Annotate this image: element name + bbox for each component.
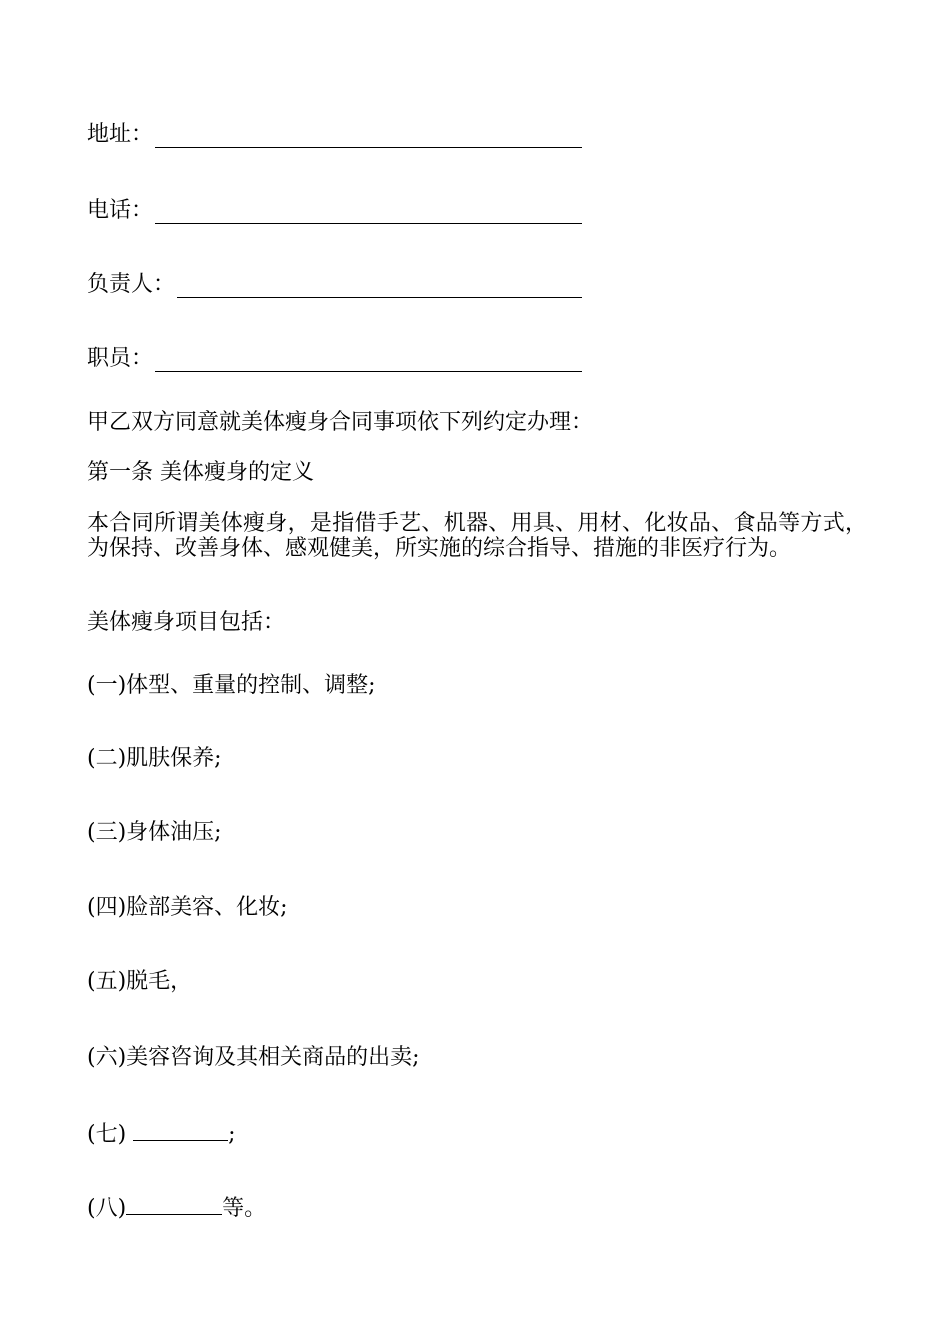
address-row [87, 122, 582, 148]
staff-label: 职员： [87, 346, 154, 371]
item7-blank[interactable] [133, 1120, 228, 1141]
article-title: 第一条 美体瘦身的定义 [87, 460, 314, 485]
item8-blank[interactable] [126, 1194, 222, 1215]
manager-blank[interactable] [177, 277, 582, 298]
list-item: (六)美容咨询及其相关商品的出卖; [87, 1045, 420, 1070]
list-item: (三)身体油压; [87, 820, 222, 845]
list-item: (二)肌肤保养; [87, 746, 222, 771]
items-intro: 美体瘦身项目包括： [87, 610, 286, 635]
staff-blank[interactable] [155, 351, 582, 372]
staff-row [87, 346, 582, 372]
list-item: (一)体型、重量的控制、调整; [87, 673, 376, 698]
item7-suffix: ; [228, 1122, 236, 1147]
phone-blank[interactable] [155, 203, 582, 224]
item8-suffix: 等。 [222, 1196, 267, 1221]
phone-row [87, 198, 582, 224]
item7-prefix: (七) [87, 1122, 134, 1147]
phone-label: 电话： [87, 198, 154, 223]
list-item-8 [87, 1194, 266, 1220]
manager-row [87, 272, 582, 298]
list-item: (四)脸部美容、化妆; [87, 895, 288, 920]
list-item-7 [87, 1120, 236, 1146]
agreement-intro: 甲乙双方同意就美体瘦身合同事项依下列约定办理： [87, 410, 594, 435]
manager-label: 负责人： [87, 272, 176, 297]
definition-paragraph: 本合同所谓美体瘦身，是指借手艺、机器、用具、用材、化妆品、食品等方式，为保持、改善身体、感观健美，所实施的综合指导、措施的非医疗行为。 [87, 511, 867, 561]
item8-prefix: (八) [87, 1196, 127, 1221]
address-blank[interactable] [155, 127, 582, 148]
list-item: (五)脱毛， [87, 969, 193, 994]
address-label: 地址： [87, 122, 154, 147]
